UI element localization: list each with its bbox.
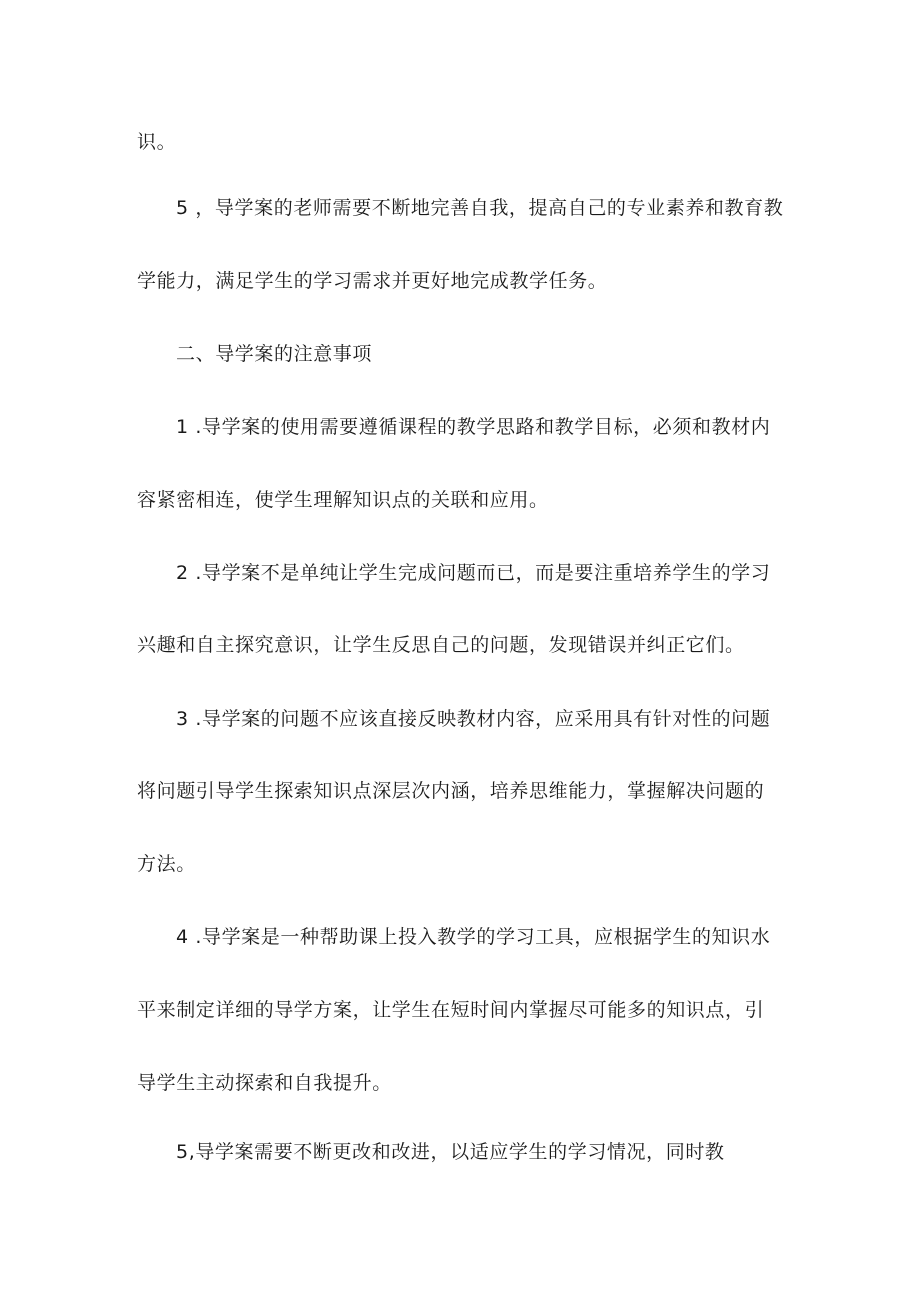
text-line: 识。 [137, 131, 177, 153]
section-heading: 二、导学案的注意事项 [176, 343, 373, 365]
list-item-2-line-2: 兴趣和自主探究意识，让学生反思自己的问题，发现错误并纠正它们。 [137, 634, 745, 656]
list-item-5-line-1: 5 ，导学案的老师需要不断地完善自我，提高自己的专业素养和教育教 [176, 197, 784, 219]
list-item-3-line-3: 方法。 [137, 853, 196, 875]
list-item-5-line-2: 学能力，满足学生的学习需求并更好地完成教学任务。 [137, 270, 608, 292]
list-item-4-line-1: 4 .导学案是一种帮助课上投入教学的学习工具，应根据学生的知识水 [176, 926, 771, 948]
list-item-1-line-1: 1 .导学案的使用需要遵循课程的教学思路和教学目标，必须和教材内 [176, 416, 771, 438]
list-item-4-line-3: 导学生主动探索和自我提升。 [137, 1072, 392, 1094]
list-item-3-line-1: 3 .导学案的问题不应该直接反映教材内容，应采用具有针对性的问题 [176, 708, 771, 730]
list-item-2-line-1: 2 .导学案不是单纯让学生完成问题而已，而是要注重培养学生的学习 [176, 562, 771, 584]
list-item-5b-line-1: 5,导学案需要不断更改和改进，以适应学生的学习情况，同时教 [176, 1141, 725, 1163]
list-item-3-line-2: 将问题引导学生探索知识点深层次内涵，培养思维能力，掌握解决问题的 [137, 780, 765, 802]
list-item-4-line-2: 平来制定详细的导学方案，让学生在短时间内掌握尽可能多的知识点，引 [137, 999, 765, 1021]
list-item-1-line-2: 容紧密相连，使学生理解知识点的关联和应用。 [137, 489, 549, 511]
